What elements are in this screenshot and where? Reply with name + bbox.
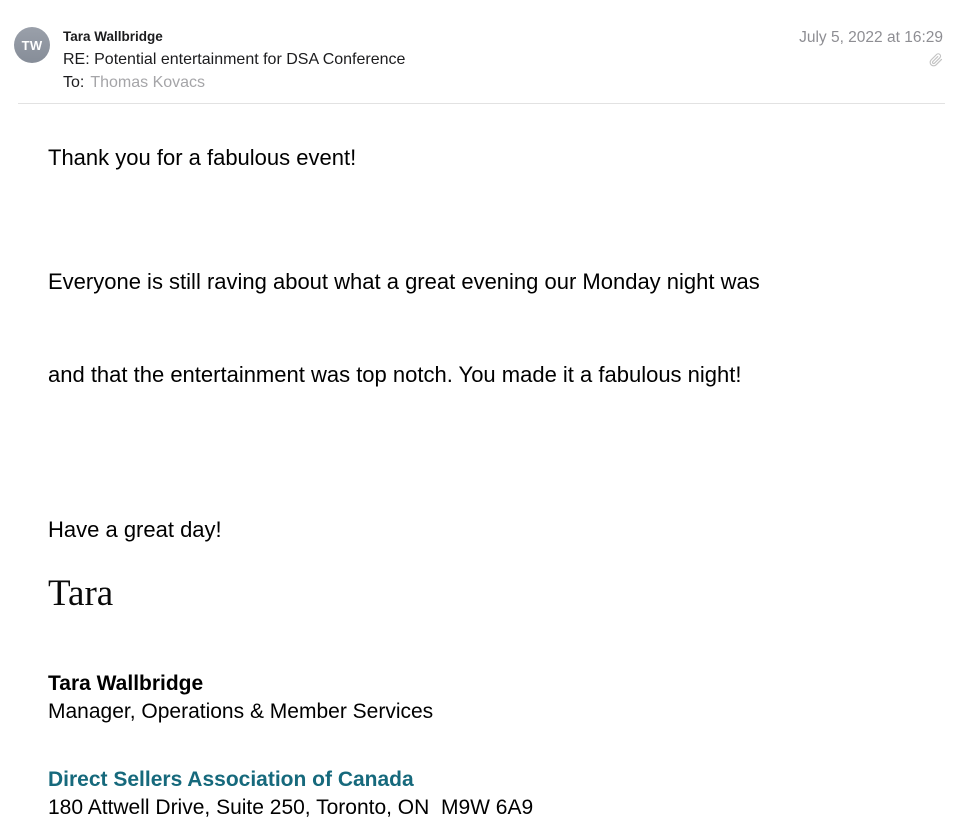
- paperclip-icon[interactable]: [929, 53, 943, 72]
- header-text-block: [63, 28, 405, 94]
- body-greeting: Thank you for a fabulous event!: [48, 145, 357, 170]
- recipient-name[interactable]: Thomas Kovacs: [90, 74, 206, 91]
- email-header: [0, 0, 967, 103]
- email-body: [48, 142, 938, 822]
- body-paragraph-line: Everyone is still raving about what a great evening our Monday night was: [48, 269, 760, 294]
- header-meta: [799, 28, 943, 72]
- header-divider: [18, 103, 945, 104]
- body-paragraph: [48, 204, 938, 452]
- signoff-name: Tara: [48, 573, 114, 614]
- subject-line: RE: Potential entertainment for DSA Conference: [63, 51, 406, 68]
- signature-title: Manager, Operations & Member Services: [48, 700, 434, 723]
- signature-company-link[interactable]: Direct Sellers Association of Canada: [48, 768, 414, 791]
- avatar: [14, 27, 50, 63]
- signature-name: Tara Wallbridge: [48, 672, 204, 695]
- avatar-initials: TW: [21, 37, 43, 53]
- signature-address: 180 Attwell Drive, Suite 250, Toronto, ON M9W 6A9: [48, 796, 534, 819]
- to-label: To:: [63, 74, 85, 91]
- body-closing: Have a great day!: [48, 517, 222, 542]
- to-line: [63, 72, 405, 94]
- body-paragraph-line: and that the entertainment was top notch. You made it a fabulous night!: [48, 362, 742, 387]
- date-text: July 5, 2022 at 16:29: [799, 29, 943, 46]
- sender-name[interactable]: Tara Wallbridge: [63, 29, 163, 44]
